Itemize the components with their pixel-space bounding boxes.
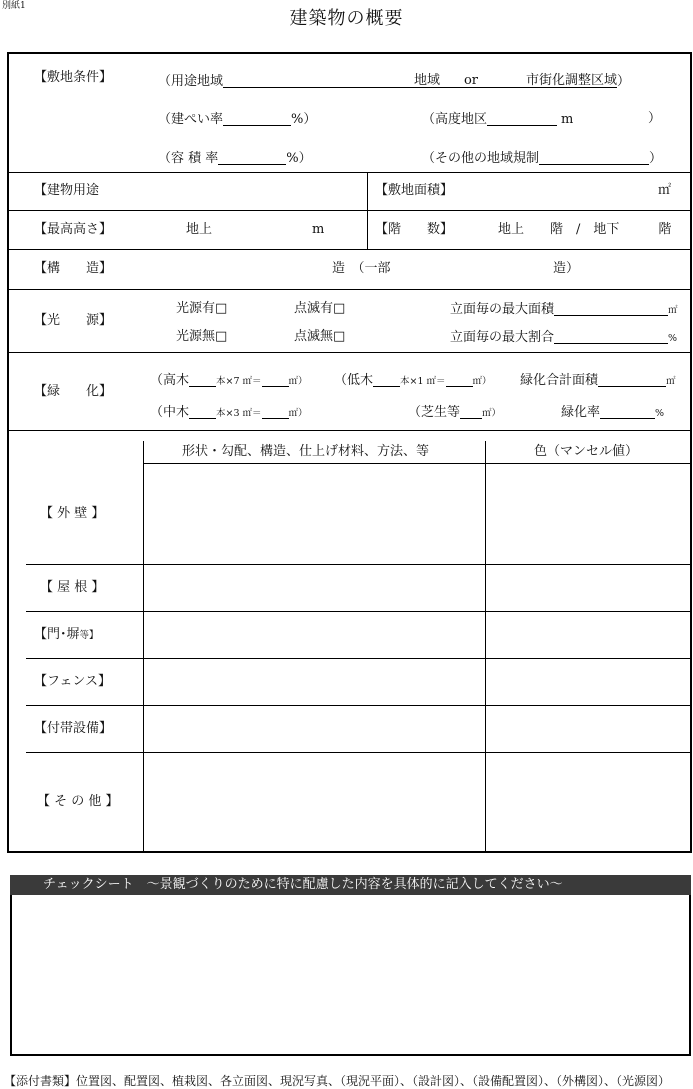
- divider: [8, 352, 691, 353]
- tall-tree-count-line: [189, 373, 216, 387]
- light-on-checkbox[interactable]: 光源有□: [176, 301, 228, 316]
- gate-color-cell[interactable]: [486, 612, 690, 658]
- fence-color-cell[interactable]: [486, 659, 690, 705]
- row-label-equipment: 【付帯設備】: [34, 721, 113, 736]
- other-regulation-label: （その他の地域規制: [422, 151, 540, 166]
- use-zone-field[interactable]: [158, 74, 630, 88]
- wall-color-cell[interactable]: [486, 464, 690, 564]
- far-field[interactable]: [158, 151, 312, 165]
- divider: [8, 249, 691, 250]
- total-green-line: [598, 373, 666, 387]
- checksheet-title: チェックシート ～景観づくりのために特に配慮した内容を具体的に記入してください～: [10, 875, 691, 895]
- far-unit: %）: [286, 151, 312, 166]
- far-line: [218, 151, 286, 165]
- tall-tree-label: （高木: [150, 373, 190, 388]
- low-tree-field[interactable]: [334, 373, 492, 387]
- mid-tree-field[interactable]: [150, 405, 308, 419]
- mid-tree-count-line: [189, 405, 216, 419]
- coverage-line: [223, 112, 291, 126]
- lawn-line: [460, 405, 482, 419]
- light-off-checkbox[interactable]: 光源無□: [176, 329, 228, 344]
- blink-on-checkbox[interactable]: 点滅有□: [294, 301, 346, 316]
- roof-color-cell[interactable]: [486, 565, 690, 611]
- floors-text: 地上 階 / 地下 階: [498, 222, 672, 237]
- mid-tree-close: ㎡）: [288, 408, 308, 419]
- fence-shape-cell[interactable]: [144, 659, 484, 705]
- height-district-label: （高度地区: [422, 112, 488, 127]
- mid-tree-area-line: [262, 405, 289, 419]
- max-ratio-field[interactable]: [450, 330, 677, 344]
- gate-text: 【門･塀: [34, 627, 80, 642]
- checksheet-box[interactable]: [10, 875, 691, 1056]
- max-area-field[interactable]: [450, 302, 678, 316]
- divider: [8, 430, 691, 431]
- height-district-field[interactable]: [422, 112, 573, 126]
- row-label-roof: 【 屋 根 】: [40, 580, 105, 595]
- other-color-cell[interactable]: [486, 753, 690, 851]
- low-tree-area-line: [446, 373, 473, 387]
- height-district-line: [487, 112, 557, 126]
- lawn-field[interactable]: [408, 405, 501, 419]
- low-tree-label: （低木: [334, 373, 374, 388]
- row-label-wall: 【 外 壁 】: [40, 506, 105, 521]
- max-area-line: [554, 302, 668, 316]
- coverage-field[interactable]: [158, 112, 316, 126]
- coverage-label: （建ぺい率: [158, 112, 224, 127]
- mid-tree-label: （中木: [150, 405, 190, 420]
- tall-tree-field[interactable]: [150, 373, 308, 387]
- structure-text: 造 （一部: [332, 261, 391, 276]
- tall-tree-close: ㎡）: [288, 376, 308, 387]
- site-area-unit: ㎡: [658, 183, 672, 198]
- green-rate-unit: %: [655, 408, 665, 419]
- urbanization-text: 市街化調整区域: [491, 74, 617, 88]
- lawn-close: ㎡）: [482, 408, 502, 419]
- max-ratio-line: [554, 330, 668, 344]
- total-green-field[interactable]: [520, 373, 676, 387]
- other-shape-cell[interactable]: [144, 753, 484, 851]
- tall-tree-mult: 本×7 ㎡＝: [216, 376, 262, 387]
- gate-small-text: 等】: [79, 630, 99, 641]
- lawn-label: （芝生等: [408, 405, 461, 420]
- zone-suffix: 地域: [403, 74, 451, 88]
- divider: [367, 172, 368, 249]
- ratio-unit: %: [668, 333, 678, 344]
- floors-label: 【階 数】: [375, 222, 454, 237]
- site-area-label: 【敷地面積】: [375, 183, 454, 198]
- use-zone-line: [223, 74, 403, 88]
- max-height-label: 【最高高さ】: [34, 222, 113, 237]
- corner-label: 別紙1: [2, 1, 26, 11]
- total-green-unit: ㎡: [666, 376, 676, 387]
- divider: [8, 172, 691, 173]
- site-conditions-label: 【敷地条件】: [34, 70, 113, 85]
- coverage-unit: %）: [291, 112, 317, 127]
- column-header-color: 色（マンセル値）: [534, 444, 639, 459]
- wall-shape-cell[interactable]: [144, 464, 484, 564]
- green-rate-label: 緑化率: [561, 405, 601, 420]
- divider: [8, 289, 691, 290]
- other-regulation-field[interactable]: [422, 151, 662, 165]
- light-label: 【光 源】: [34, 313, 113, 328]
- max-ratio-label: 立面毎の最大割合: [450, 330, 555, 345]
- height-above-text: 地上: [186, 222, 213, 237]
- blink-off-checkbox[interactable]: 点滅無□: [294, 329, 346, 344]
- low-tree-count-line: [373, 373, 400, 387]
- far-label: （容 積 率: [158, 151, 219, 166]
- structure-text-2: 造）: [553, 261, 580, 276]
- row-label-other: 【 そ の 他 】: [37, 794, 119, 809]
- divider: [8, 210, 691, 211]
- equipment-shape-cell[interactable]: [144, 706, 484, 752]
- green-rate-field[interactable]: [561, 405, 664, 419]
- use-zone-label: （用途地域: [158, 74, 224, 89]
- close-paren: ）: [648, 111, 662, 126]
- height-unit: m: [561, 112, 574, 127]
- area-unit: ㎡: [668, 305, 678, 316]
- row-label-gate: [34, 628, 99, 641]
- greening-label: 【緑 化】: [34, 384, 113, 399]
- max-area-label: 立面毎の最大面積: [450, 302, 555, 317]
- low-tree-mult: 本×1 ㎡＝: [400, 376, 446, 387]
- green-rate-line: [600, 405, 655, 419]
- roof-shape-cell[interactable]: [144, 565, 484, 611]
- total-green-label: 緑化合計面積: [520, 373, 599, 388]
- height-unit-text: m: [312, 222, 325, 237]
- mid-tree-mult: 本×3 ㎡＝: [216, 408, 262, 419]
- low-tree-close: ㎡）: [472, 376, 492, 387]
- column-header-shape: 形状・勾配、構造、仕上げ材料、方法、等: [182, 444, 430, 459]
- tall-tree-area-line: [262, 373, 289, 387]
- structure-label: 【構 造】: [34, 261, 113, 276]
- equipment-color-cell[interactable]: [486, 706, 690, 752]
- building-use-label: 【建物用途: [34, 183, 100, 198]
- close-paren: ）: [649, 151, 663, 166]
- gate-shape-cell[interactable]: [144, 612, 484, 658]
- or-text: or: [451, 74, 491, 88]
- page-title: 建築物の概要: [289, 8, 404, 29]
- other-regulation-line: [539, 151, 649, 165]
- row-label-fence: 【フェンス】: [34, 674, 111, 689]
- close-paren: ）: [617, 74, 631, 89]
- attachments-footer: 【添付書類】位置図、配置図、植栽図、各立面図、現況写真、（現況平面）、（設計図）、（設備配置図）、（外構図）、（光源図）: [4, 1074, 671, 1088]
